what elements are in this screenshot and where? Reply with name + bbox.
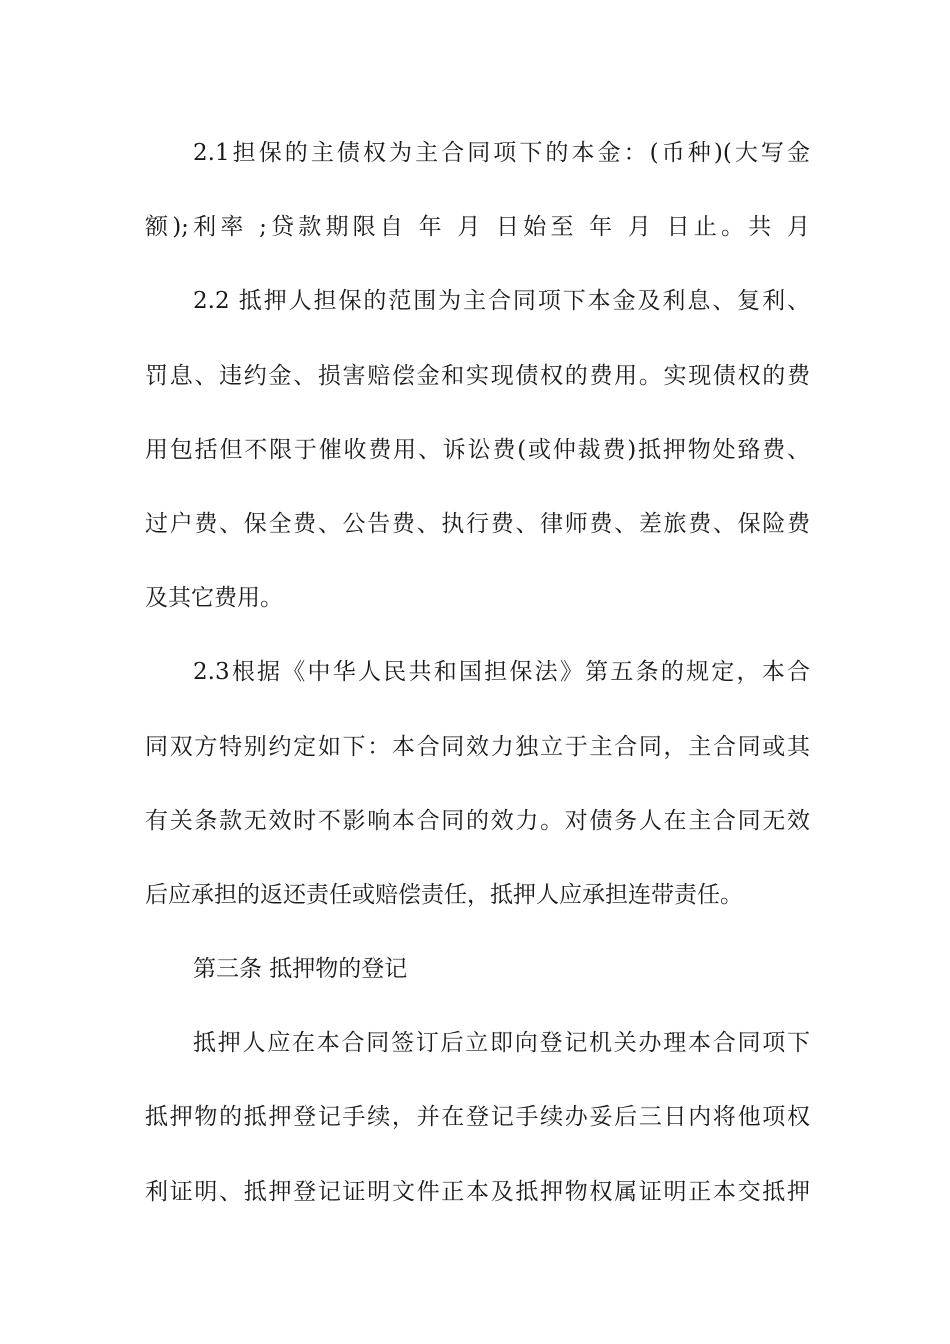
text-line: 罚息、违约金、损害赔偿金和实现债权的费用。实现债权的费 xyxy=(145,362,810,389)
text-line: 抵押人应在本合同签订后立即向登记机关办理本合同项下 xyxy=(193,1030,810,1057)
text-line: 抵押物的抵押登记手续，并在登记手续办妥后三日内将他项权 xyxy=(145,1104,810,1131)
section-heading: 第三条 抵押物的登记 xyxy=(193,956,408,983)
text-line: 2.1担保的主债权为主合同项下的本金：(币种)(大写金 xyxy=(193,140,810,166)
text-line: 及其它费用。 xyxy=(145,585,283,612)
text-line: 用包括但不限于催收费用、诉讼费(或仲裁费)抵押物处臵费、 xyxy=(145,436,810,463)
text-line: 2.2 抵押人担保的范围为主合同项下本金及利息、复利、 xyxy=(193,288,810,315)
text-line: 2.3根据《中华人民共和国担保法》第五条的规定，本合 xyxy=(193,659,810,686)
text-line: 过户费、保全费、公告费、执行费、律师费、差旅费、保险费 xyxy=(145,510,810,537)
text-line: 额);利率 ;贷款期限自 年 月 日始至 年 月 日止。共 月 xyxy=(145,214,810,241)
text-line: 利证明、抵押登记证明文件正本及抵押物权属证明正本交抵押 xyxy=(145,1178,810,1205)
text-line: 有关条款无效时不影响本合同的效力。对债务人在主合同无效 xyxy=(145,807,810,834)
text-line: 同双方特别约定如下：本合同效力独立于主合同，主合同或其 xyxy=(145,733,810,760)
document-page xyxy=(145,133,810,1246)
text-line: 后应承担的返还责任或赔偿责任，抵押人应承担连带责任。 xyxy=(145,881,743,908)
